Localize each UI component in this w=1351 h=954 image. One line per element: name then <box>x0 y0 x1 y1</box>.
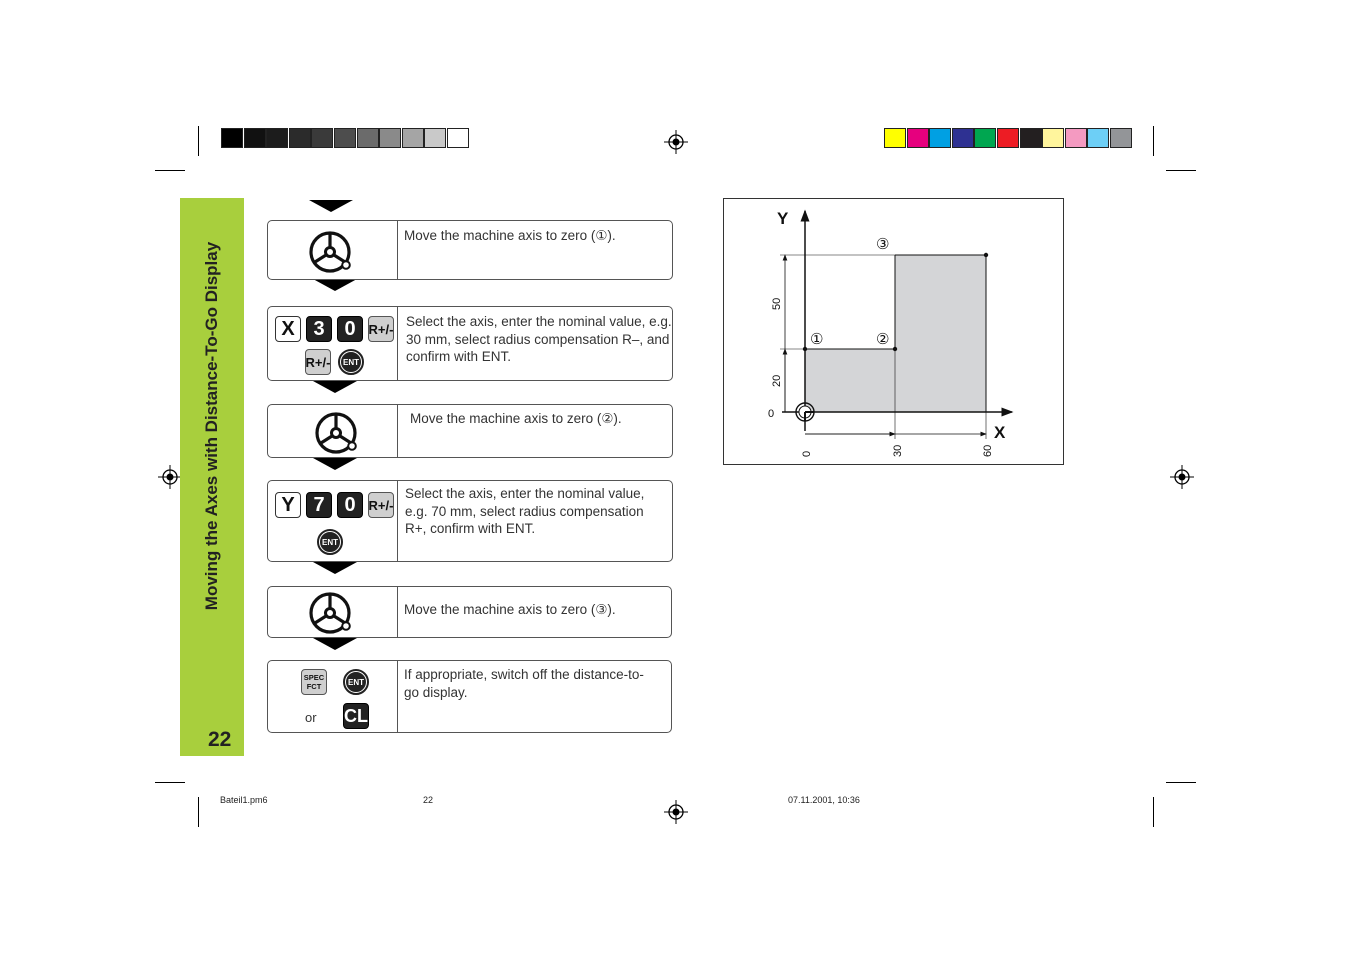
digit-0-key[interactable]: 0 <box>337 492 363 518</box>
radius-comp-key[interactable]: R+/- <box>368 316 394 342</box>
crop-mark <box>1166 782 1196 783</box>
grey-swatch <box>402 128 424 148</box>
digit-0-key[interactable]: 0 <box>337 316 363 342</box>
radius-comp-key[interactable]: R+/- <box>368 492 394 518</box>
radius-comp-key[interactable]: R+/- <box>305 349 331 375</box>
point-label: ③ <box>876 235 890 253</box>
grey-swatch <box>447 128 469 148</box>
x-axis-label: X <box>994 423 1006 442</box>
digit-3-key[interactable]: 3 <box>306 316 332 342</box>
color-swatch <box>974 128 996 148</box>
step-arrow-icon <box>313 279 357 291</box>
grey-swatch <box>357 128 379 148</box>
grey-swatch <box>244 128 266 148</box>
color-swatch <box>1110 128 1132 148</box>
color-swatch <box>929 128 951 148</box>
ent-key-label: ENT <box>340 351 362 373</box>
handwheel-icon <box>308 590 354 636</box>
coordinate-diagram <box>723 198 1064 465</box>
ent-key-label: ENT <box>319 531 341 553</box>
chapter-title: Moving the Axes with Distance-To-Go Display <box>202 241 221 611</box>
y-tick-label: 20 <box>771 374 783 387</box>
step-divider <box>397 405 398 457</box>
y-tick-label: 0 <box>768 408 775 420</box>
x-tick-label: 30 <box>892 444 904 457</box>
ent-key-label: ENT <box>345 671 367 693</box>
crop-mark <box>155 782 185 783</box>
step-arrow-icon <box>313 458 357 470</box>
point-marker <box>893 347 897 351</box>
step-divider <box>397 661 398 732</box>
grey-swatch <box>379 128 401 148</box>
footer-filename: Bateil1.pm6 <box>220 795 268 805</box>
registration-mark-icon <box>664 130 688 154</box>
step-2 <box>267 306 673 381</box>
point-marker <box>984 253 988 257</box>
step-arrow-icon <box>313 562 357 574</box>
crop-mark <box>198 797 199 827</box>
step-divider <box>397 587 398 637</box>
grey-swatch <box>289 128 311 148</box>
diagram-canvas <box>724 199 1063 464</box>
step-5-text: Move the machine axis to zero (③). <box>404 602 616 617</box>
step-3-text: Move the machine axis to zero (②). <box>410 411 622 426</box>
grey-swatch <box>424 128 446 148</box>
step-divider <box>397 221 398 279</box>
step-arrow-icon <box>313 381 357 393</box>
registration-mark-icon <box>1170 465 1194 489</box>
color-swatch <box>997 128 1019 148</box>
digit-7-key[interactable]: 7 <box>306 492 332 518</box>
grey-swatch <box>311 128 333 148</box>
color-swatch <box>1042 128 1064 148</box>
crop-mark <box>155 170 185 171</box>
workpiece-region-lower <box>805 349 895 412</box>
crop-mark <box>1153 126 1154 156</box>
footer-page: 22 <box>423 795 434 805</box>
y-tick-label: 50 <box>771 297 783 310</box>
grey-swatch <box>221 128 243 148</box>
footer-date: 07.11.2001, 10:36 <box>788 795 860 805</box>
step-divider <box>397 481 398 561</box>
handwheel-icon <box>308 229 354 275</box>
step-6 <box>267 660 672 733</box>
step-1 <box>267 220 673 280</box>
color-swatch <box>952 128 974 148</box>
ent-key[interactable] <box>317 529 343 555</box>
y-axis-label: Y <box>777 209 789 228</box>
color-swatch <box>884 128 906 148</box>
step-3 <box>267 404 673 458</box>
step-arrow-icon <box>313 638 357 650</box>
spec-fct-key[interactable] <box>301 669 327 695</box>
step-2-text: Select the axis, enter the nominal value, e.g. 30 mm, select radius compensation R–, and confirm with ENT. <box>406 314 672 364</box>
step-6-text: If appropriate, switch off the distance-to-go display. <box>404 667 644 700</box>
crop-mark <box>198 126 199 156</box>
or-label: or <box>305 710 317 725</box>
handwheel-icon <box>314 410 360 456</box>
color-swatch <box>907 128 929 148</box>
workpiece-region-upper <box>895 255 986 412</box>
point-label: ① <box>810 330 824 348</box>
color-swatch <box>1065 128 1087 148</box>
color-swatch <box>1020 128 1042 148</box>
ent-key[interactable] <box>343 669 369 695</box>
spec-fct-line1: SPEC <box>303 673 325 682</box>
ent-key[interactable] <box>338 349 364 375</box>
page-number: 22 <box>208 728 232 751</box>
registration-mark-icon <box>158 465 182 489</box>
spec-fct-line2: FCT <box>306 682 322 691</box>
registration-mark-icon <box>664 800 688 824</box>
grey-swatch <box>266 128 288 148</box>
clear-key[interactable]: CL <box>343 703 369 729</box>
color-swatch <box>1087 128 1109 148</box>
x-tick-label: 0 <box>801 450 813 457</box>
x-tick-label: 60 <box>982 444 994 457</box>
step-4-text: Select the axis, enter the nominal value, e.g. 70 mm, select radius compensation R+, confirm with ENT. <box>405 486 645 536</box>
crop-mark <box>1153 797 1154 827</box>
grey-swatch <box>334 128 356 148</box>
x-axis-key[interactable]: X <box>275 316 301 342</box>
step-divider <box>397 307 398 380</box>
y-axis-key[interactable]: Y <box>275 492 301 518</box>
point-label: ② <box>876 330 890 348</box>
step-1-text: Move the machine axis to zero (①). <box>404 228 616 243</box>
step-5 <box>267 586 672 638</box>
step-4 <box>267 480 673 562</box>
point-marker <box>803 347 807 351</box>
step-arrow-icon <box>309 200 353 212</box>
crop-mark <box>1166 170 1196 171</box>
